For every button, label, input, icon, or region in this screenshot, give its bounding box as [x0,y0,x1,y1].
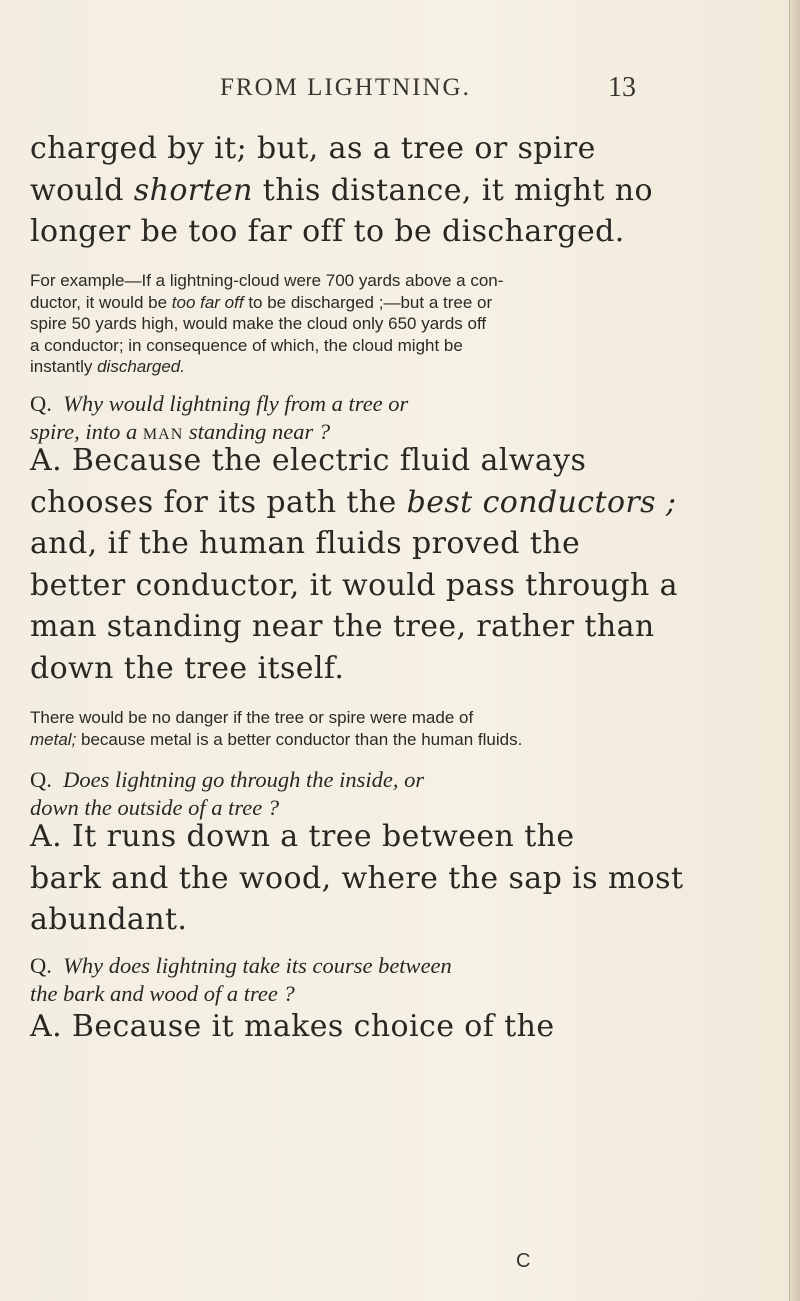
question-line: Q. Why would lightning fly from a tree or [30,391,409,416]
note-line: spire 50 yards high, would make the cloud only 650 yards off [30,314,487,333]
answer-2 [30,816,772,941]
note-line: ductor, it would be too far off to be discharged ;—but a tree or [30,292,493,312]
answer-line: chooses for its path the best conductors ; [30,484,677,520]
answer-line: better conductor, it would pass through a [30,567,678,603]
answer-line: A. It runs down a tree between the [30,819,575,854]
answer-line: A. Because the electric fluid always [30,443,587,478]
question-label: Q. [30,767,52,792]
page-header [0,74,800,114]
note-line: metal; because metal is a better conductor than the human fluids. [30,729,523,749]
note-line: a conductor; in consequence of which, the cloud might be [30,335,463,355]
text-line: longer be too far off to be discharged. [30,214,625,249]
page-number: 13 [608,72,636,103]
small-caps-man: man [142,419,184,444]
question-1 [30,390,772,446]
question-label: Q. [30,391,52,416]
answer-line: and, if the human fluids proved the [30,526,581,561]
question-line: spire, into a man standing near ? [30,419,331,444]
emphasis-too-far-off: too far off [171,292,244,312]
note-line: There would be no danger if the tree or spire were made of [30,708,474,727]
emphasis-discharged: discharged. [97,357,185,376]
text-line: would shorten this distance, it might no [30,172,653,208]
answer-line: man standing near the tree, rather than [30,609,655,644]
note-line: instantly discharged. [30,357,185,376]
answer-line: A. Because it makes choice of the [30,1009,555,1044]
answer-line: abundant. [30,902,188,937]
question-line: Q. Why does lightning take its course between [30,953,452,978]
question-label: Q. [30,953,52,978]
question-3 [30,952,772,1008]
paragraph-charged [30,128,772,253]
metal-note [30,707,772,750]
emphasis-shorten: shorten [133,172,253,208]
question-line: Q. Does lightning go through the inside, or [30,767,425,792]
emphasis-best-conductors: best conductors ; [406,484,677,520]
text-line: charged by it; but, as a tree or spire [30,131,596,166]
running-head: FROM LIGHTNING. [220,74,471,101]
page-edge [789,0,800,1301]
question-2 [30,766,772,822]
emphasis-metal: metal; [30,729,77,749]
answer-3 [30,1006,772,1048]
example-note [30,270,772,378]
question-line: the bark and wood of a tree ? [30,981,295,1006]
question-line: down the outside of a tree ? [30,795,280,820]
answer-1 [30,440,772,689]
answer-line: bark and the wood, where the sap is most [30,860,684,896]
answer-line: down the tree itself. [30,650,345,686]
signature-mark: C [516,1250,531,1272]
note-line: For example—If a lightning-cloud were 700 yards above a con- [30,271,504,290]
